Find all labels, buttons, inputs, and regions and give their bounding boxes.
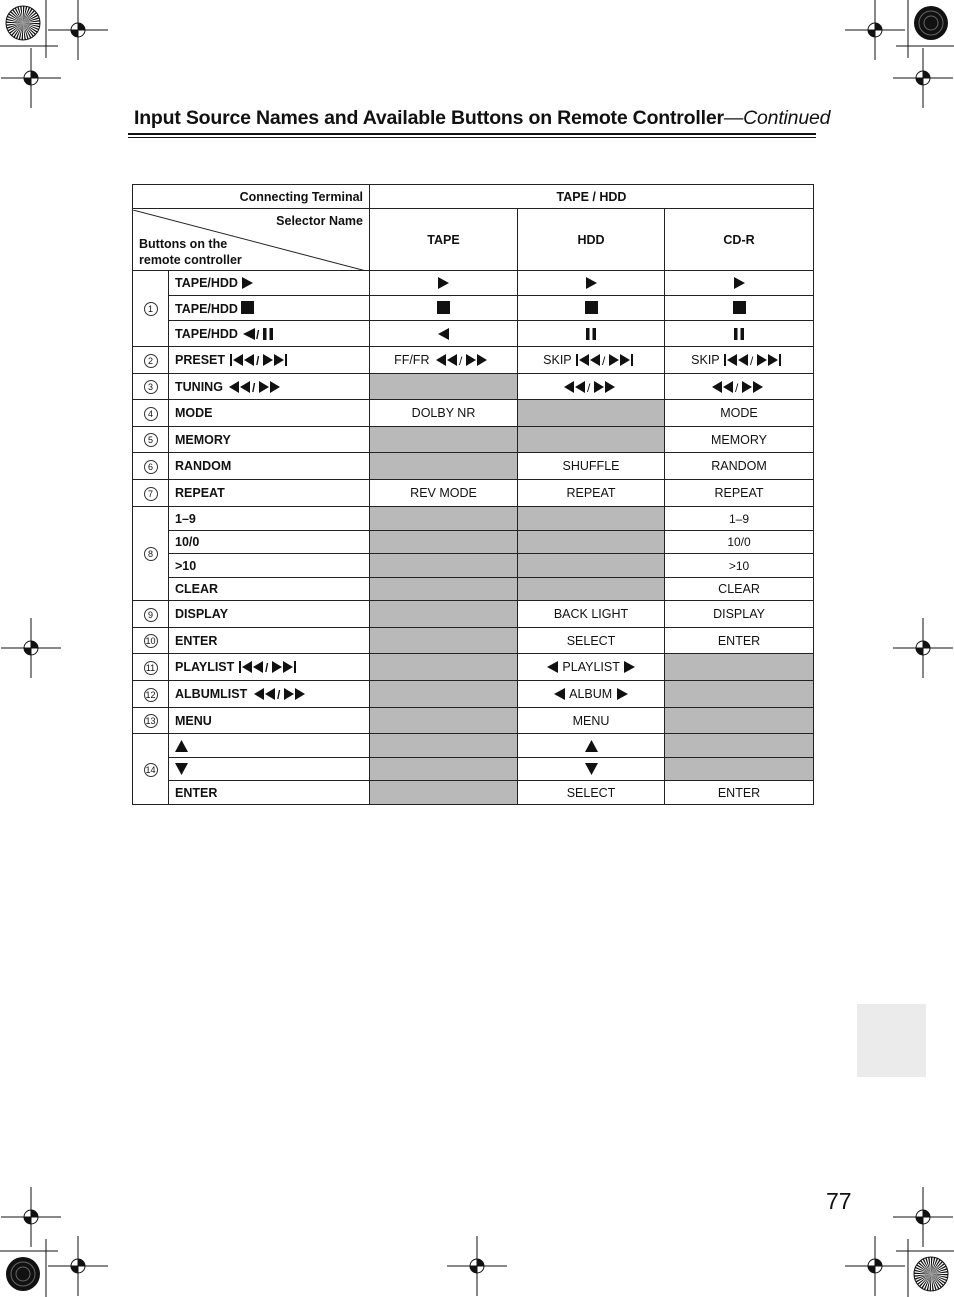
down-icon [585, 762, 598, 776]
svg-text:/: / [735, 380, 739, 393]
heading-rule [128, 133, 816, 135]
svg-text:/: / [587, 380, 591, 393]
function-cell-cdr [665, 321, 814, 347]
function-label: 1–9 [729, 511, 750, 526]
function-label: FF/FR [394, 353, 430, 367]
function-label: SELECT [566, 785, 616, 800]
skip-prev-next-icon [575, 353, 639, 367]
stop-icon [437, 302, 450, 316]
unavailable-cell-hdd [518, 507, 665, 531]
unavailable-cell-tape [370, 654, 518, 681]
function-label: MODE [720, 406, 758, 420]
column-header-cdr: CD-R [665, 209, 814, 271]
function-label: REV MODE [410, 486, 477, 500]
unavailable-cell-hdd [518, 531, 665, 554]
row-group-number: 14 [133, 734, 169, 805]
function-cell-tape [370, 480, 518, 507]
remote-button-label: ENTER [175, 785, 218, 800]
table-row [133, 708, 814, 734]
remote-button-label: TUNING [175, 379, 223, 394]
function-cell-cdr [665, 453, 814, 480]
function-cell-hdd [518, 296, 665, 321]
stop-icon [585, 302, 598, 316]
remote-button-cell [169, 628, 370, 654]
function-label: ALBUM [569, 687, 613, 701]
remote-button-label: MENU [175, 713, 212, 728]
column-header-tape: TAPE [370, 209, 518, 271]
table-row [133, 734, 814, 758]
svg-text:/: / [601, 354, 606, 366]
remote-button-label: MODE [175, 406, 213, 420]
function-cell-cdr [665, 480, 814, 507]
remote-button-label: 10/0 [175, 535, 200, 549]
remote-button-label: PLAYLIST [175, 660, 235, 674]
table-row [133, 554, 814, 578]
function-cell-cdr [665, 374, 814, 400]
unavailable-cell-tape [370, 531, 518, 554]
reverse-pause-icon [241, 327, 277, 341]
play-icon [733, 276, 746, 290]
unavailable-cell-cdr [665, 654, 814, 681]
page-number: 77 [826, 1188, 852, 1214]
buttons-label: Buttons on the remote controller [139, 236, 242, 267]
unavailable-cell-hdd [518, 554, 665, 578]
function-cell-cdr [665, 781, 814, 805]
remote-button-label: TAPE/HDD [175, 301, 238, 316]
crosshair-target-icon [48, 1236, 108, 1296]
function-cell-cdr [665, 628, 814, 654]
unavailable-cell-cdr [665, 708, 814, 734]
svg-text:/: / [749, 354, 754, 366]
remote-button-cell [169, 554, 370, 578]
table-row [133, 601, 814, 628]
table-row [133, 681, 814, 708]
heading-rule-thin [128, 137, 816, 138]
table-row [133, 480, 814, 507]
row-group-number: 9 [133, 601, 169, 628]
function-label: ENTER [717, 785, 761, 800]
remote-button-label: REPEAT [175, 486, 225, 500]
remote-button-cell [169, 453, 370, 480]
unavailable-cell-tape [370, 758, 518, 781]
registration-sunburst-top-right [911, 3, 951, 43]
registration-sunburst-bottom-left [3, 1254, 43, 1294]
unavailable-cell-tape [370, 578, 518, 601]
remote-button-cell [169, 578, 370, 601]
table-row [133, 578, 814, 601]
reverse-play-icon [553, 687, 566, 701]
remote-button-label: PRESET [175, 353, 226, 367]
play-icon [616, 687, 629, 701]
remote-button-label: >10 [175, 558, 197, 573]
table-row [133, 347, 814, 374]
function-label: >10 [728, 558, 750, 573]
unavailable-cell-tape [370, 427, 518, 453]
table-row [133, 271, 814, 296]
skip-prev-next-icon [723, 353, 787, 367]
function-cell-hdd [518, 628, 665, 654]
page-heading [134, 107, 831, 130]
crosshair-target-icon [893, 618, 953, 678]
connecting-terminal-label: Connecting Terminal [133, 185, 370, 209]
function-cell-hdd [518, 271, 665, 296]
function-cell-hdd [518, 681, 665, 708]
remote-button-label: ENTER [175, 633, 218, 648]
play-icon [437, 276, 450, 290]
selector-name-label: Selector Name [276, 213, 364, 228]
function-label: MEMORY [711, 432, 768, 447]
function-cell-tape [370, 347, 518, 374]
function-label: SKIP [691, 353, 720, 367]
up-icon [585, 739, 598, 753]
svg-text:/: / [255, 354, 259, 366]
skip-prev-next-icon [229, 353, 293, 367]
row-group-number: 8 [133, 507, 169, 601]
function-cell-hdd [518, 347, 665, 374]
function-label: DOLBY NR [411, 406, 476, 420]
function-cell-cdr [665, 578, 814, 601]
remote-button-label: TAPE/HDD [175, 326, 238, 341]
table-row [133, 507, 814, 531]
remote-button-cell [169, 374, 370, 400]
unavailable-cell-tape [370, 681, 518, 708]
remote-button-label: RANDOM [175, 459, 232, 473]
function-cell-cdr [665, 347, 814, 374]
up-icon [175, 739, 188, 753]
row-group-number: 10 [133, 628, 169, 654]
unavailable-cell-tape [370, 781, 518, 805]
function-cell-cdr [665, 554, 814, 578]
play-icon [241, 276, 254, 290]
remote-button-cell [169, 531, 370, 554]
svg-text:/: / [252, 380, 256, 393]
remote-button-label: TAPE/HDD [175, 276, 238, 290]
table-row [133, 531, 814, 554]
remote-button-label: 1–9 [175, 511, 196, 526]
function-label: REPEAT [714, 486, 764, 500]
table-row [133, 427, 814, 453]
unavailable-cell-tape [370, 628, 518, 654]
remote-button-cell [169, 296, 370, 321]
function-cell-cdr [665, 531, 814, 554]
function-cell-tape [370, 296, 518, 321]
row-group-number: 13 [133, 708, 169, 734]
pause-icon [585, 327, 597, 341]
crosshair-target-icon [1, 48, 61, 108]
remote-button-cell [169, 654, 370, 681]
rew-ff-icon [251, 687, 311, 701]
unavailable-cell-cdr [665, 758, 814, 781]
table-row [133, 453, 814, 480]
pause-icon [733, 327, 745, 341]
remote-button-label: CLEAR [175, 582, 219, 596]
remote-button-label: MEMORY [175, 432, 231, 447]
unavailable-cell-tape [370, 453, 518, 480]
function-label: CLEAR [718, 582, 760, 596]
function-cell-hdd [518, 654, 665, 681]
column-header-hdd: HDD [518, 209, 665, 271]
function-cell-hdd [518, 480, 665, 507]
table-row [133, 374, 814, 400]
function-cell-tape [370, 321, 518, 347]
table-row [133, 321, 814, 347]
stop-icon [733, 302, 746, 316]
down-icon [175, 762, 188, 776]
rew-ff-icon [433, 353, 493, 367]
function-cell-hdd [518, 453, 665, 480]
row-group-number: 1 [133, 271, 169, 347]
buttons-table [132, 184, 814, 805]
function-label: SHUFFLE [562, 459, 620, 473]
remote-button-cell [169, 427, 370, 453]
unavailable-cell-tape [370, 708, 518, 734]
crosshair-target-icon [1, 618, 61, 678]
function-cell-tape [370, 271, 518, 296]
function-cell-hdd [518, 321, 665, 347]
function-label: DISPLAY [713, 607, 765, 621]
unavailable-cell-tape [370, 601, 518, 628]
remote-button-cell [169, 347, 370, 374]
svg-text:/: / [458, 354, 463, 366]
heading-title: Input Source Names and Available Buttons on Remote Controller [134, 107, 724, 129]
unavailable-cell-hdd [518, 400, 665, 427]
row-group-number: 7 [133, 480, 169, 507]
remote-button-cell [169, 400, 370, 427]
remote-button-cell [169, 734, 370, 758]
function-cell-hdd [518, 601, 665, 628]
row-group-number: 2 [133, 347, 169, 374]
table-row [133, 654, 814, 681]
row-group-number: 5 [133, 427, 169, 453]
remote-button-cell [169, 681, 370, 708]
row-group-number: 12 [133, 681, 169, 708]
svg-text:/: / [276, 688, 281, 700]
rew-ff-icon [709, 380, 769, 394]
reverse-play-icon [546, 660, 559, 674]
function-cell-cdr [665, 507, 814, 531]
side-index-tab [857, 1004, 926, 1077]
function-cell-cdr [665, 601, 814, 628]
row-group-number: 6 [133, 453, 169, 480]
function-cell-hdd [518, 758, 665, 781]
svg-text:/: / [256, 327, 260, 340]
remote-button-cell [169, 781, 370, 805]
function-label: MENU [572, 713, 610, 728]
row-group-number: 3 [133, 374, 169, 400]
function-cell-cdr [665, 427, 814, 453]
function-label: REPEAT [566, 486, 616, 500]
table-row [133, 628, 814, 654]
table-row [133, 400, 814, 427]
heading-continued: —Continued [723, 107, 831, 129]
function-label: ENTER [717, 633, 761, 648]
crosshair-target-icon [447, 1236, 507, 1296]
crosshair-target-icon [845, 1236, 905, 1296]
unavailable-cell-tape [370, 374, 518, 400]
unavailable-cell-hdd [518, 427, 665, 453]
rew-ff-icon [226, 380, 286, 394]
function-cell-hdd [518, 734, 665, 758]
function-cell-cdr [665, 296, 814, 321]
remote-button-label: ALBUMLIST [175, 687, 248, 701]
play-icon [585, 276, 598, 290]
remote-button-cell [169, 758, 370, 781]
function-label: 10/0 [727, 535, 751, 549]
function-label: BACK LIGHT [553, 607, 629, 621]
remote-button-cell [169, 708, 370, 734]
unavailable-cell-cdr [665, 734, 814, 758]
function-label: SKIP [543, 353, 572, 367]
function-cell-cdr [665, 400, 814, 427]
table-row [133, 758, 814, 781]
remote-button-cell [169, 507, 370, 531]
unavailable-cell-tape [370, 554, 518, 578]
skip-prev-next-icon [238, 660, 302, 674]
function-cell-hdd [518, 708, 665, 734]
terminal-name: TAPE / HDD [370, 185, 814, 209]
row-group-number: 4 [133, 400, 169, 427]
function-cell-hdd [518, 781, 665, 805]
registration-sunburst-bottom-right [911, 1254, 951, 1294]
remote-button-cell [169, 601, 370, 628]
remote-button-cell [169, 321, 370, 347]
remote-button-label: DISPLAY [175, 607, 229, 621]
function-cell-hdd [518, 374, 665, 400]
remote-button-cell [169, 480, 370, 507]
reverse-play-icon [437, 327, 450, 341]
crosshair-target-icon [893, 48, 953, 108]
svg-text:/: / [264, 661, 269, 673]
function-cell-cdr [665, 271, 814, 296]
table-row [133, 296, 814, 321]
unavailable-cell-tape [370, 507, 518, 531]
registration-sunburst-top-left [3, 3, 43, 43]
function-cell-tape [370, 400, 518, 427]
unavailable-cell-hdd [518, 578, 665, 601]
function-label: SELECT [566, 633, 616, 648]
corner-header [133, 209, 370, 271]
function-label: PLAYLIST [562, 660, 620, 674]
play-icon [623, 660, 636, 674]
table-row [133, 781, 814, 805]
unavailable-cell-tape [370, 734, 518, 758]
remote-button-cell [169, 271, 370, 296]
function-label: RANDOM [711, 459, 767, 473]
unavailable-cell-cdr [665, 681, 814, 708]
rew-ff-icon [561, 380, 621, 394]
stop-icon [241, 302, 254, 316]
row-group-number: 11 [133, 654, 169, 681]
